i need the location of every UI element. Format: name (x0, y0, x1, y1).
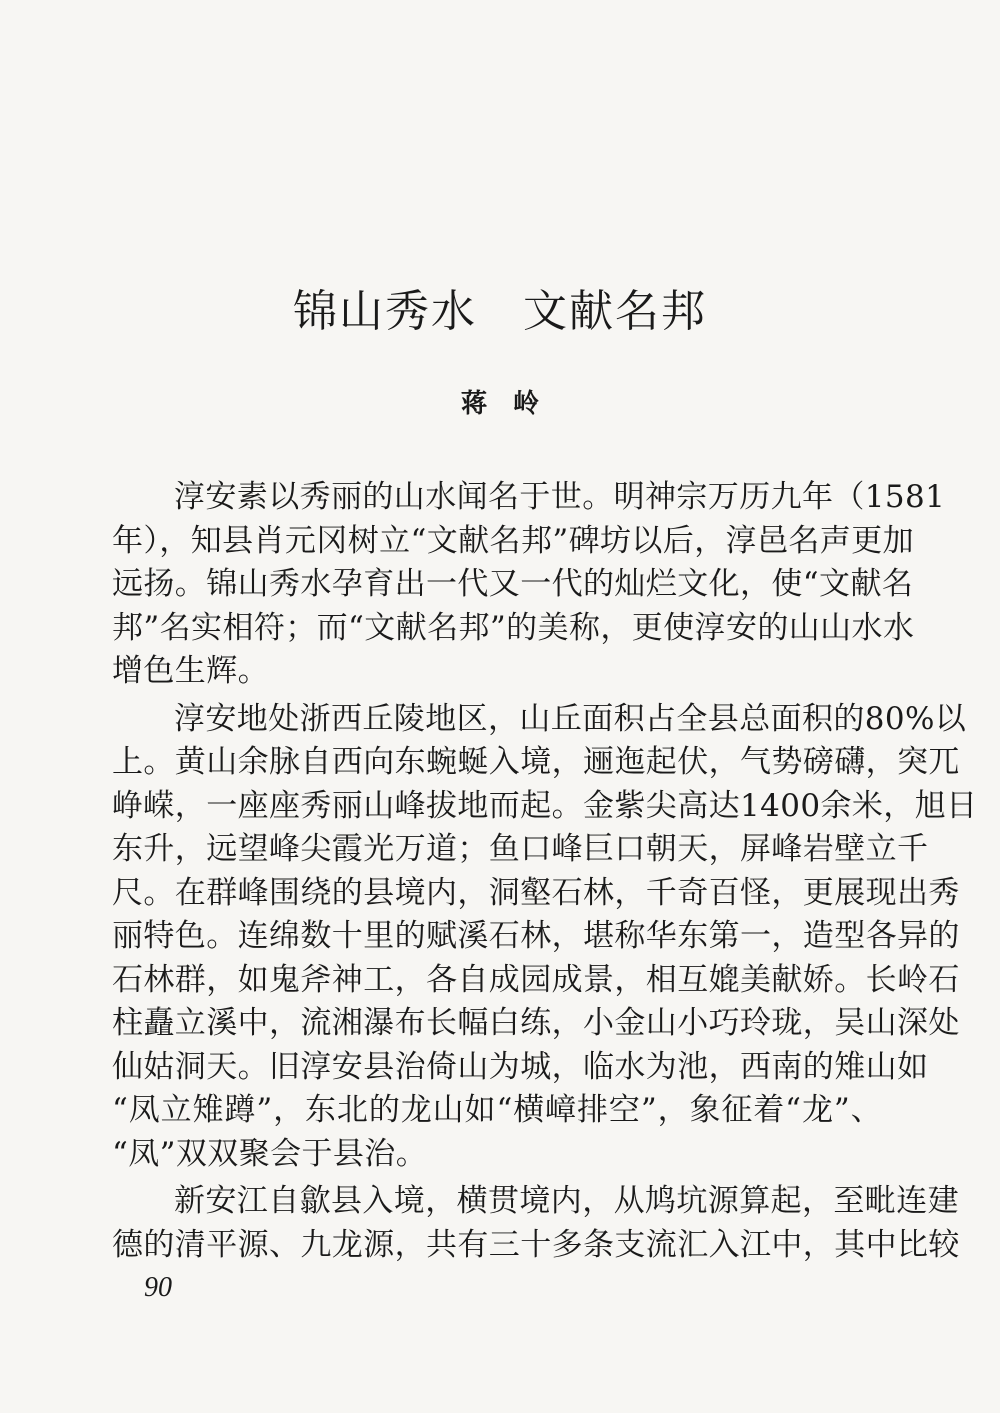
paragraph-2 (112, 698, 978, 1177)
article-title: 锦山秀水 文献名邦 (293, 286, 707, 337)
paragraph-line: 峥嵘，一座座秀丽山峰拔地而起。金紫尖高达1400余米，旭日 (112, 787, 978, 824)
paragraph-line: 年），知县肖元冈树立“文献名邦”碑坊以后，淳邑名声更加 (112, 522, 914, 559)
paragraph-line: 淳安素以秀丽的山水闻名于世。明神宗万历九年（1581 (174, 479, 946, 515)
paragraph-line: 增色生辉。 (112, 653, 269, 689)
paragraph-line: 远扬。锦山秀水孕育出一代又一代的灿烂文化，使“文献名 (112, 566, 914, 602)
paragraph-line: 邦”名实相符；而“文献名邦”的美称，更使淳安的山山水水 (112, 609, 915, 646)
paragraph-line: 仙姑洞天。旧淳安县治倚山为城，临水为池，西南的雉山如 (112, 1048, 929, 1085)
paragraph-line: 新安江自歙县入境，横贯境内，从鸠坑源算起，至毗连建 (174, 1183, 959, 1219)
paragraph-line: 石林群，如鬼斧神工，各自成园成景，相互媲美献娇。长岭石 (112, 961, 960, 998)
paragraph-line: 尺。在群峰围绕的县境内，洞壑石林，千奇百怪，更展现出秀 (112, 874, 960, 911)
paragraph-line: “凤立雉蹲”，东北的龙山如“横嶂排空”，象征着“龙”、 (112, 1092, 882, 1128)
paragraph-line: 淳安地处浙西丘陵地区，山丘面积占全县总面积的80%以 (174, 700, 967, 737)
page-number: 90 (144, 1272, 172, 1303)
paragraph-line: 柱矗立溪中，流湘瀑布长幅白练，小金山小巧玲珑，吴山深处 (112, 1005, 960, 1041)
paragraph-line: 德的清平源、九龙源，共有三十多条支流汇入江中，其中比较 (112, 1226, 960, 1263)
article-body (112, 476, 978, 1271)
paragraph-3 (112, 1180, 960, 1267)
paragraph-line: 丽特色。连绵数十里的赋溪石林，堪称华东第一，造型各异的 (112, 918, 960, 954)
paragraph-1 (112, 476, 946, 694)
article-author: 蒋 岭 (460, 389, 539, 419)
paragraph-line: “凤”双双聚会于县治。 (112, 1135, 428, 1172)
paragraph-line: 东升，远望峰尖霞光万道；鱼口峰巨口朝天，屏峰岩壁立千 (112, 831, 929, 867)
paragraph-line: 上。黄山余脉自西向东蜿蜒入境，逦迤起伏，气势磅礴，突兀 (112, 744, 960, 780)
